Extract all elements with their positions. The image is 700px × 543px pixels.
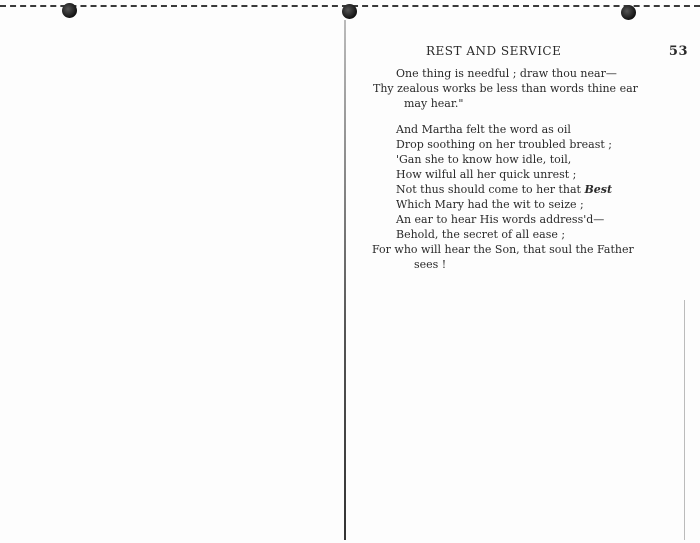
poem-line: Drop soothing on her troubled breast ; — [396, 138, 612, 151]
poem-line: Which Mary had the wit to seize ; — [396, 198, 584, 211]
right-page — [346, 0, 686, 543]
poem-line-text: Not thus should come to her that — [396, 183, 581, 196]
poem-line: Behold, the secret of all ease ; — [396, 228, 566, 241]
binding-hole-icon — [62, 3, 77, 18]
poem-line — [396, 182, 612, 197]
page-header — [426, 44, 688, 60]
poem-line: 'Gan she to know how idle, toil, — [396, 153, 572, 166]
page-number: 53 — [668, 44, 688, 59]
poem-line: sees ! — [414, 258, 447, 271]
poem-line: For who will hear the Son, that soul the Father — [372, 243, 634, 256]
poem-line: Thy zealous works be less than words thine ear — [373, 82, 638, 95]
poem-line: may hear." — [404, 97, 464, 110]
emphasized-word: Best — [584, 183, 613, 196]
poem-line: One thing is needful ; draw thou near— — [396, 67, 617, 80]
running-head: REST AND SERVICE — [426, 44, 562, 58]
poem-line: And Martha felt the word as oil — [396, 123, 571, 136]
poem-line: How wilful all her quick unrest ; — [396, 168, 577, 181]
poem-line: An ear to hear His words address'd— — [396, 213, 605, 226]
